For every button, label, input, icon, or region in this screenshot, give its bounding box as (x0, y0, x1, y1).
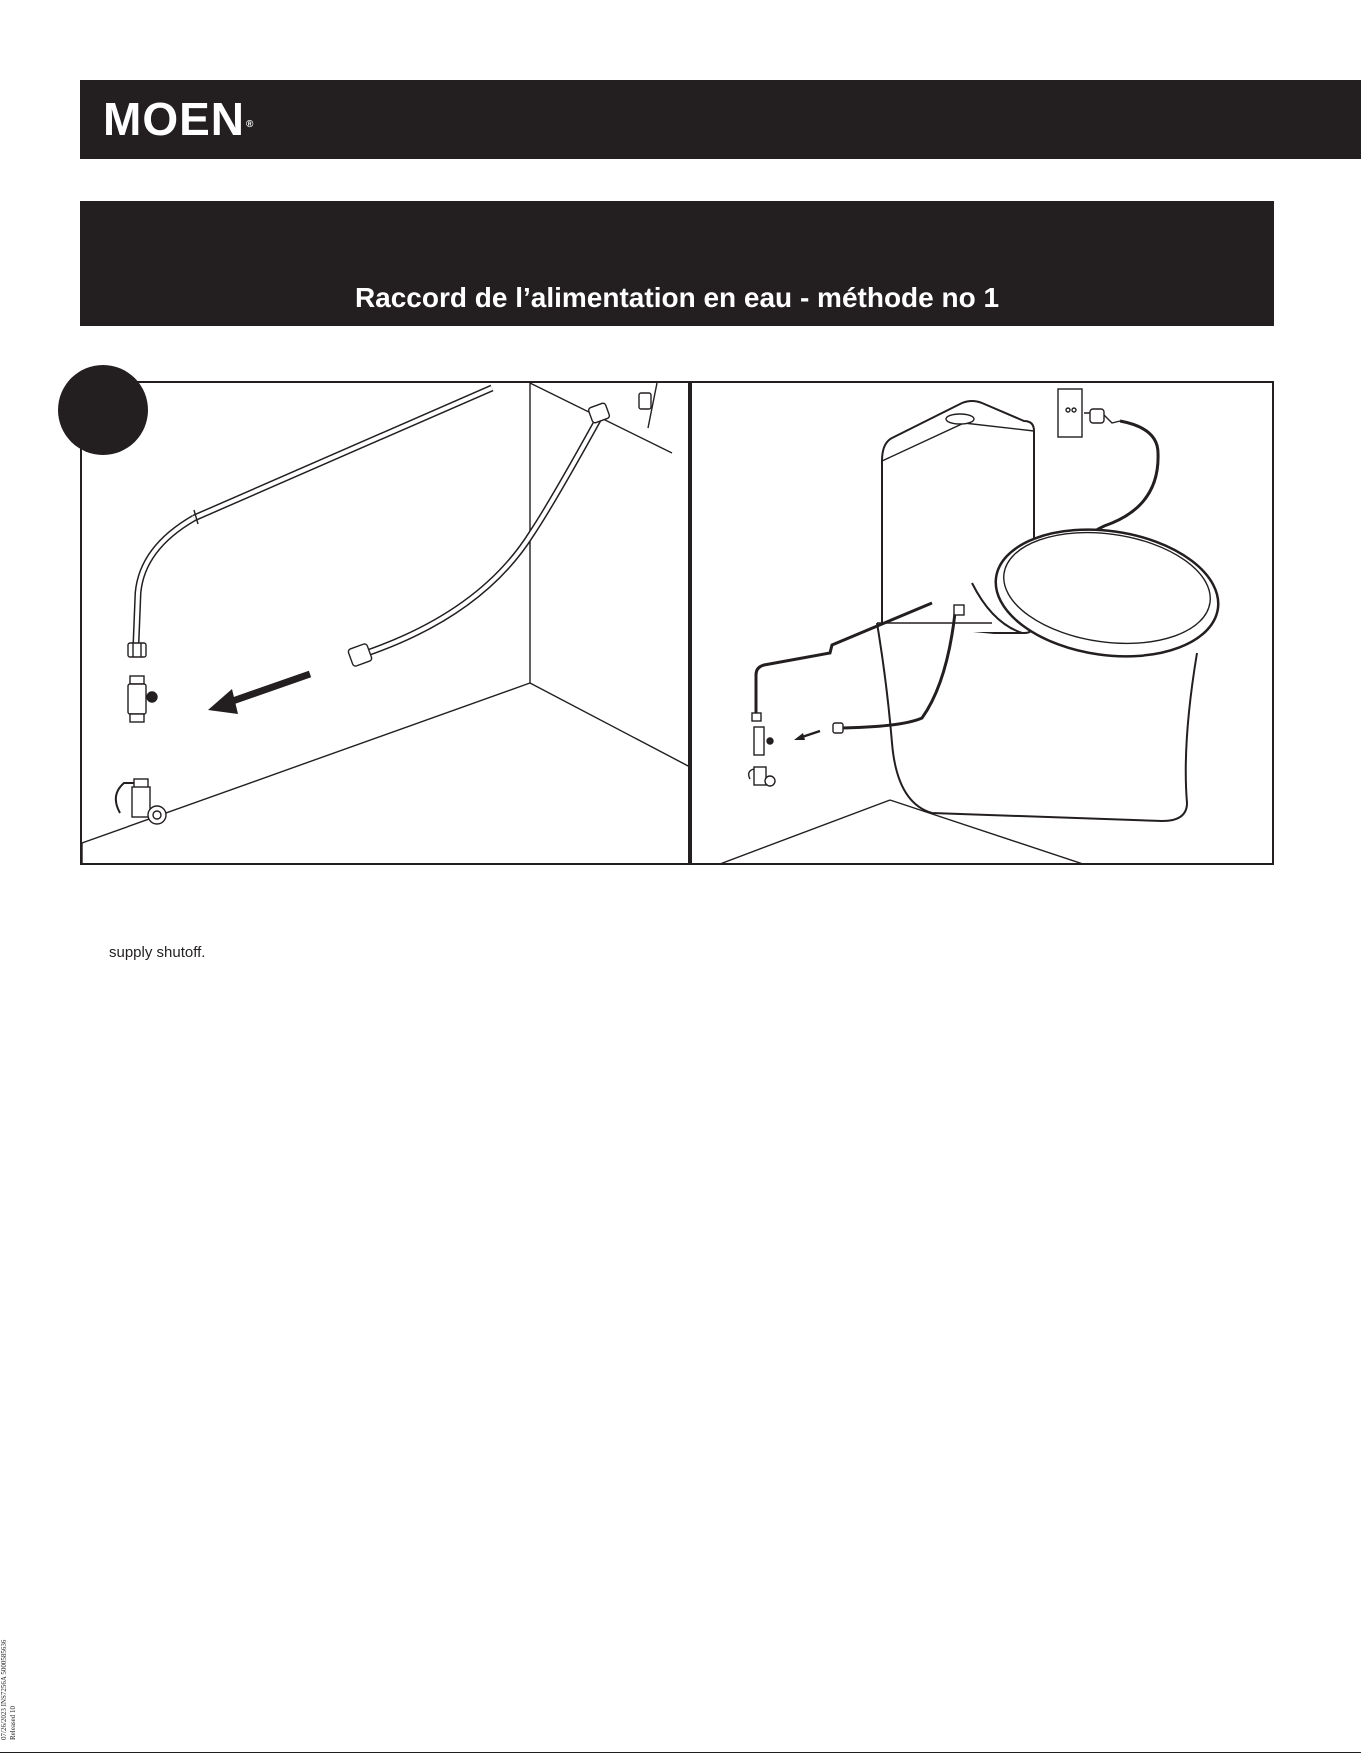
registered-mark: ® (246, 119, 255, 130)
illustration-right-panel (690, 381, 1274, 865)
section-title-fr: Raccord de l’alimentation en eau - méthode no 1 (354, 282, 1000, 313)
section-title-bar (80, 201, 1274, 326)
brand-header (80, 80, 1361, 159)
step-number-badge (58, 365, 148, 455)
hose-connection-illustration (82, 383, 690, 865)
floor-line (712, 800, 890, 865)
floor-line-right (530, 683, 690, 768)
moen-logo (103, 94, 254, 144)
document-code-text: 07/26/2023 INS7256A 5000585636 (0, 1639, 8, 1740)
direction-arrow-icon (208, 674, 310, 714)
page-bottom-rule (0, 1752, 1361, 1753)
toilet-installation-illustration (692, 383, 1274, 865)
instruction-text: supply shutoff. (109, 944, 206, 961)
document-code (0, 1640, 18, 1740)
illustration-left-panel (80, 381, 690, 865)
logo-text: MOEN (103, 93, 245, 145)
wall-outlet (1058, 389, 1082, 437)
direction-arrow-icon (794, 731, 820, 740)
release-text: Released 10 (9, 1705, 17, 1740)
